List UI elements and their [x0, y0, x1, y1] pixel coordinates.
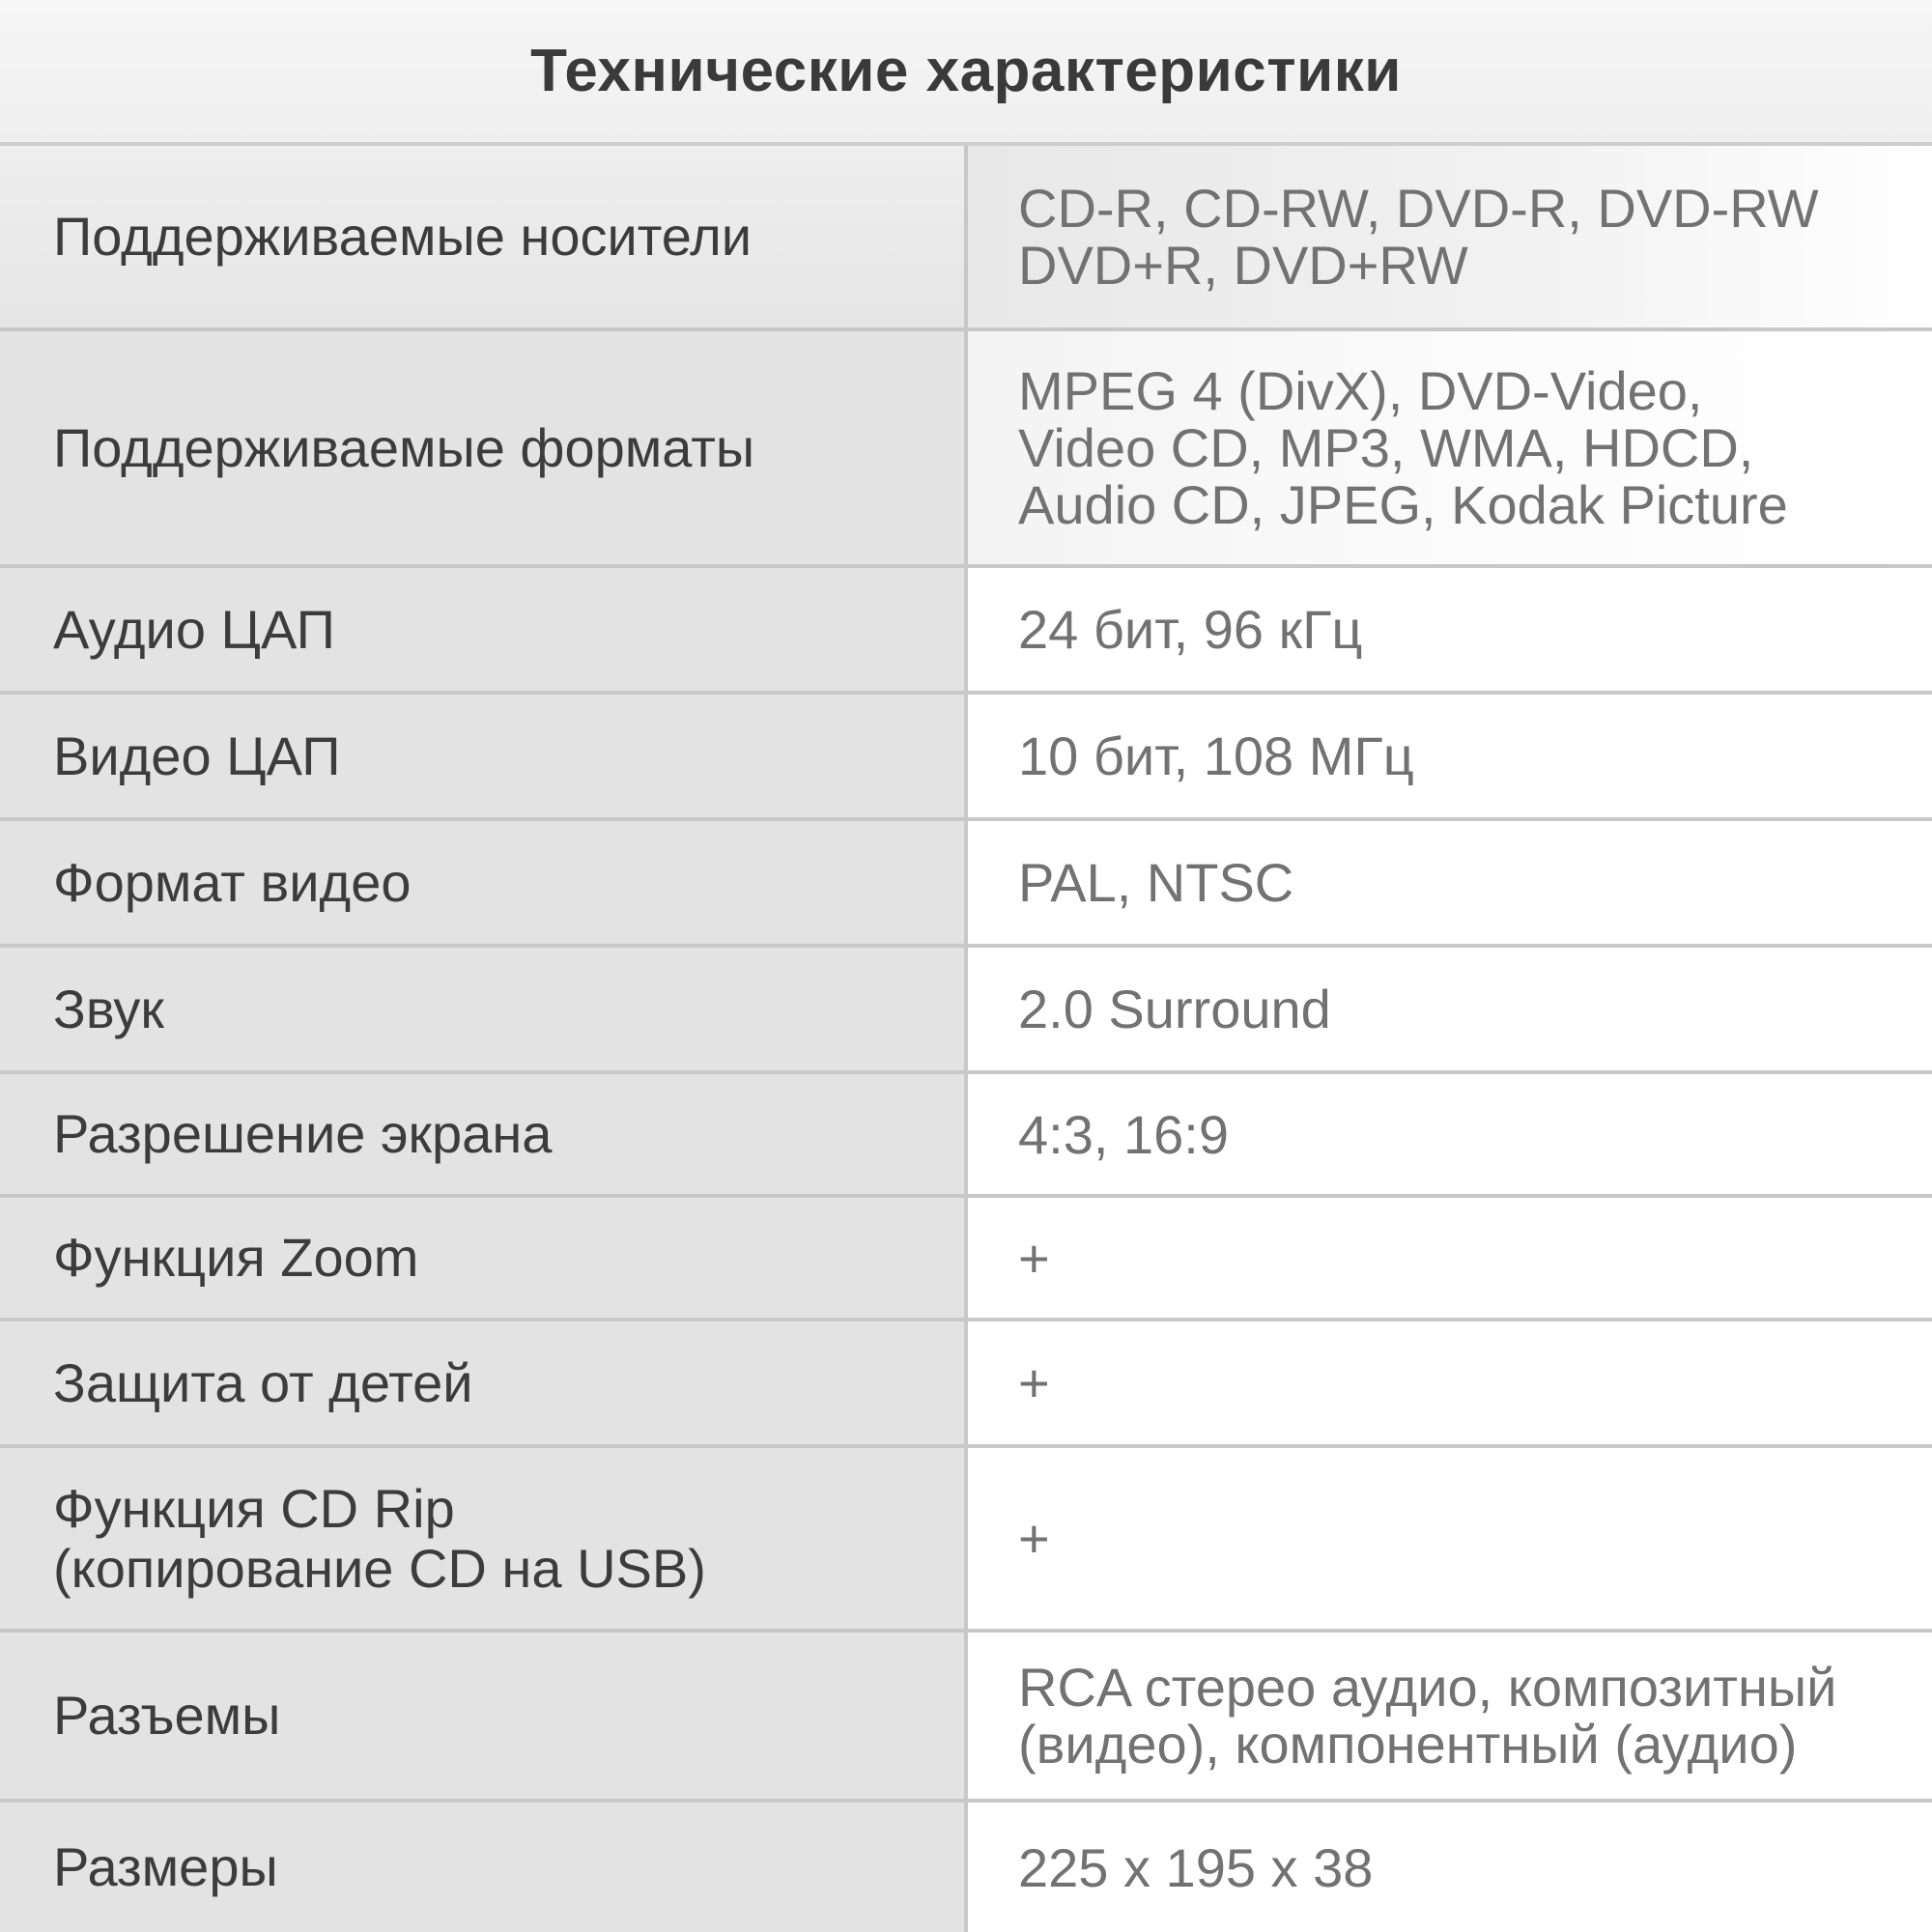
- spec-label-line: Защита от детей: [53, 1351, 473, 1413]
- spec-label: [0, 1801, 966, 1932]
- spec-label-line: Видео ЦАП: [53, 724, 341, 786]
- spec-label: [0, 1320, 966, 1446]
- spec-value-line: (видео), компонентный (аудио): [1018, 1714, 1798, 1775]
- table-row: [0, 1446, 1932, 1631]
- title-bar: [0, 0, 1932, 146]
- spec-label-line: Размеры: [53, 1836, 278, 1897]
- spec-label: [0, 1072, 966, 1196]
- spec-label-line: Поддерживаемые носители: [53, 206, 753, 267]
- spec-label: [0, 566, 966, 693]
- table-row: [0, 1320, 1932, 1446]
- spec-value-line: 24 бит, 96 кГц: [1018, 599, 1363, 660]
- spec-value: [966, 1072, 1932, 1196]
- spec-value-line: +: [1018, 1227, 1050, 1289]
- table-row: [0, 1631, 1932, 1801]
- spec-value-line: MPEG 4 (DivX), DVD-Video,: [1018, 360, 1703, 421]
- spec-value-line: Video CD, MP3, WMA, HDCD,: [1018, 417, 1754, 478]
- spec-label: [0, 946, 966, 1072]
- table-row: [0, 329, 1932, 566]
- spec-value-line: Audio CD, JPEG, Kodak Picture: [1018, 474, 1788, 535]
- spec-value: [966, 1631, 1932, 1801]
- spec-value-line: +: [1018, 1352, 1050, 1413]
- table-row: [0, 1072, 1932, 1196]
- spec-label-line: Функция CD Rip: [53, 1477, 455, 1539]
- spec-value: [966, 1801, 1932, 1932]
- spec-label: [0, 1446, 966, 1631]
- spec-label: [0, 1196, 966, 1320]
- spec-label: [0, 1631, 966, 1801]
- spec-label-line: Разъемы: [53, 1685, 281, 1746]
- spec-value-line: +: [1018, 1508, 1050, 1569]
- spec-value-line: RCA стерео аудио, композитный: [1018, 1657, 1837, 1718]
- spec-label-line: Формат видео: [53, 851, 412, 913]
- spec-value-line: 225 x 195 x 38: [1018, 1836, 1374, 1898]
- spec-value: [966, 1446, 1932, 1631]
- spec-value: [966, 693, 1932, 819]
- spec-value: [966, 819, 1932, 946]
- spec-value: [966, 566, 1932, 693]
- spec-label-line: Аудио ЦАП: [53, 598, 335, 660]
- spec-value-line: PAL, NTSC: [1018, 852, 1294, 913]
- spec-label-line: Поддерживаемые форматы: [53, 416, 755, 478]
- spec-label-line: Функция Zoom: [53, 1227, 419, 1288]
- table-row: [0, 566, 1932, 693]
- spec-label-line: Звук: [53, 978, 164, 1039]
- table-row: [0, 1801, 1932, 1932]
- table-row: [0, 693, 1932, 819]
- spec-value-line: 4:3, 16:9: [1018, 1103, 1229, 1165]
- spec-label-line: (копирование CD на USB): [53, 1537, 706, 1599]
- spec-value: [966, 946, 1932, 1072]
- spec-label: [0, 819, 966, 946]
- spec-label: [0, 146, 966, 329]
- spec-label: [0, 693, 966, 819]
- page-title: Технические характеристики: [530, 38, 1402, 104]
- spec-value-line: 2.0 Surround: [1018, 979, 1331, 1039]
- spec-value: [966, 146, 1932, 329]
- spec-value-line: 10 бит, 108 МГц: [1018, 725, 1414, 786]
- spec-value: [966, 329, 1932, 566]
- spec-value: [966, 1320, 1932, 1446]
- spec-value-line: CD-R, CD-RW, DVD-R, DVD-RW: [1018, 178, 1819, 239]
- spec-value-line: DVD+R, DVD+RW: [1018, 235, 1468, 296]
- table-row: [0, 819, 1932, 946]
- specs-table: [0, 146, 1932, 1932]
- table-row: [0, 946, 1932, 1072]
- spec-label: [0, 329, 966, 566]
- spec-label-line: Разрешение экрана: [53, 1103, 553, 1164]
- table-row: [0, 146, 1932, 329]
- spec-value: [966, 1196, 1932, 1320]
- table-row: [0, 1196, 1932, 1320]
